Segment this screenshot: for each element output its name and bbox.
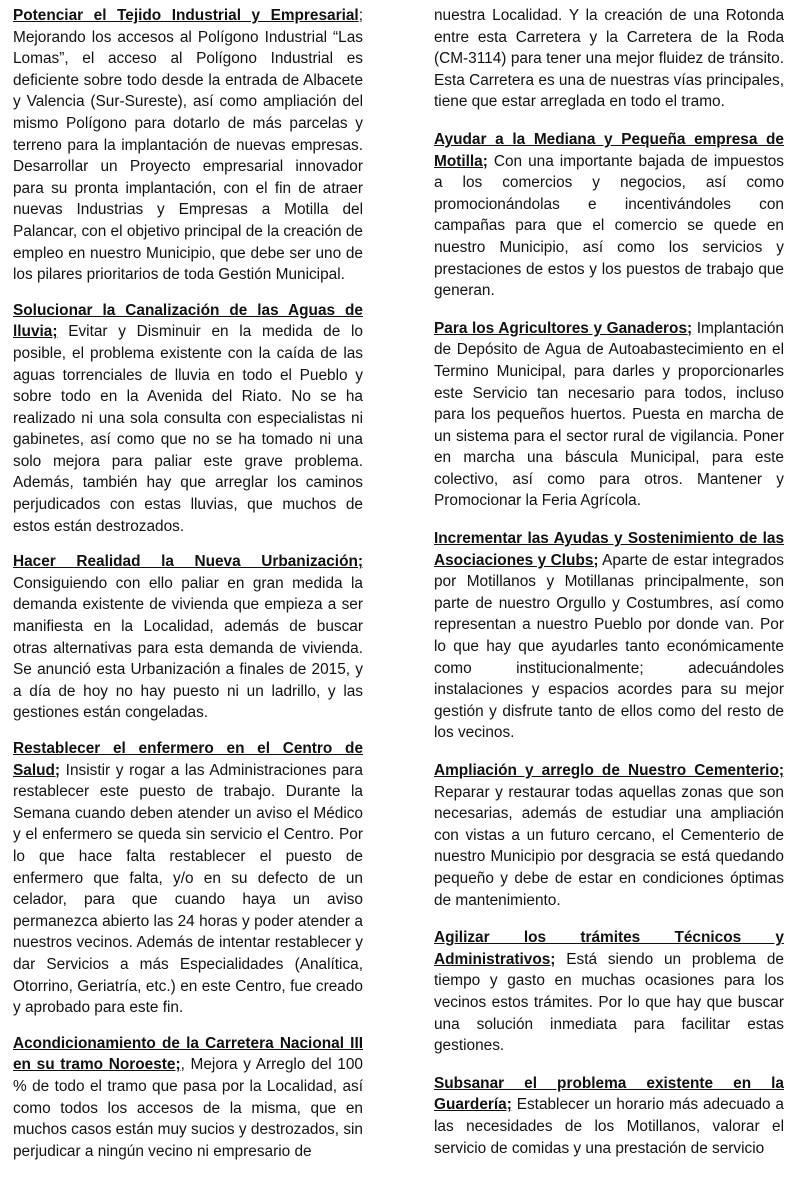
section-cementerio bbox=[434, 760, 784, 911]
right-column bbox=[434, 5, 784, 1175]
section-heading: Para los Agricultores y Ganaderos; bbox=[434, 319, 693, 337]
section-heading: Potenciar el Tejido Industrial y Empresarial bbox=[13, 7, 359, 24]
section-body: Consiguiendo con ello paliar en gran medida la demanda existente de vivienda que empieza a ser manifiesta en la Localidad, además de buscar otras alternativas para esta demanda de vivienda. Se anunció esta Urbanización a finales de 2015, y a día de hoy no hay puesto ni un ladrillo, y las gestiones están congeladas. bbox=[13, 574, 363, 722]
section-body: Reparar y restaurar todas aquellas zonas que son necesarias, además de estudiar una ampliación con vistas a un futuro cercano, el Cementerio de nuestro Municipio por desgracia se está quedando pequeño y debe de estar en condiciones óptimas de mantenimiento. bbox=[434, 783, 784, 909]
section-body: nuestra Localidad. Y la creación de una Rotonda entre esta Carretera y la Carretera de la Roda (CM-3114) para tener una mejor fluidez de tránsito. Esta Carretera es una de nuestras vías principales, tiene que estar arreglada en todo el tramo. bbox=[434, 7, 784, 111]
section-heading: Acondicionamiento de la Carretera Nacional III en su tramo Noroeste; bbox=[13, 1034, 363, 1074]
section-heading: Solucionar la Canalización de las Aguas de lluvia; bbox=[13, 301, 363, 341]
section-heading: Incrementar las Ayudas y Sostenimiento de las Asociaciones y Clubs; bbox=[434, 530, 784, 569]
section-guarderia bbox=[434, 1073, 784, 1159]
section-agricultores-ganaderos bbox=[434, 318, 784, 512]
section-body: Con una importante bajada de impuestos a los comercios y negocios, así como promocionándolas e incentivándoles con campañas para que el comercio se quede en nuestro Municipio, así como los servicios y prestaciones de estos y los puestos de trabajo que generan. bbox=[434, 152, 784, 300]
section-heading: Hacer Realidad la Nueva Urbanización; bbox=[13, 553, 363, 571]
section-carretera-continuation bbox=[434, 5, 784, 113]
section-body: Insistir y rogar a las Administraciones para restablecer este puesto de trabajo. Durante la Semana cuando deben atender un aviso el Médico y el enfermero se queda sin servicio el Centro. Por lo que hace falta restablecer el puesto de enfermero que falta, y/o en su defecto de un celador, para que cuando haya un aviso permanezca abierto las 24 horas y poder atender a nuestros vecinos. Además de intentar restablecer y dar Servicios a más Especialidades (Analítica, Otorrino, Geriatría, etc.) en este Centro, fue creado y aprobado para este fin. bbox=[13, 761, 363, 1017]
left-column bbox=[13, 5, 363, 1176]
section-carretera-nacional bbox=[13, 1033, 363, 1163]
section-mediana-pequena-empresa bbox=[434, 129, 784, 302]
section-tejido-industrial bbox=[13, 5, 363, 286]
section-tramites bbox=[434, 927, 784, 1057]
section-heading: Ayudar a la Mediana y Pequeña empresa de Motilla; bbox=[434, 130, 784, 170]
section-canalizacion-aguas bbox=[13, 300, 363, 538]
section-body: Mejorando los accesos al Polígono Industrial “Las Lomas”, el acceso al Polígono Industrial es deficiente sobre todo desde la entrada de Albacete y Valencia (Sur-Sureste), así como ampliación del mismo Polígono para dotarlo de más parcelas y terreno para la implantación de nuevas empresas. Desarrollar un Proyecto empresarial innovador para su pronta implantación, con el fin de atraer nuevas Industrias y Empresas a Motilla del Palancar, con el objetivo principal de la creación de empleo en nuestro Municipio, que debe ser uno de los pilares prioritarios de toda Gestión Municipal. bbox=[13, 28, 363, 284]
section-asociaciones-clubs bbox=[434, 528, 784, 744]
section-enfermero-centro-salud bbox=[13, 738, 363, 1019]
section-heading: Restablecer el enfermero en el Centro de Salud; bbox=[13, 740, 363, 779]
section-body: Mejora y Arreglo del 100 % de todo el tramo que pasa por la Localidad, así como todos los accesos de la misma, que en muchos casos están muy sucios y destrozados, sin perjudicar a ningún vecino ni empresario de bbox=[13, 1056, 363, 1160]
section-heading: Agilizar los trámites Técnicos y Administrativos; bbox=[434, 929, 784, 968]
section-body: Está siendo un problema de tiempo y gasto en muchas ocasiones para los vecinos estos trámites. Por lo que hay que buscar una solución inmediata para facilitar estas gestiones. bbox=[434, 950, 784, 1055]
section-body: Aparte de estar integrados por Motillanos y Motillanas principalmente, son parte de nuestro Orgullo y Costumbres, así como representan a nuestro Pueblo por donde van. Por lo que hay que ayudarles tanto económicamente como institucionalmente; adecuándoles instalaciones y espacios acordes para su mejor gestión y disfrute tanto de ellos como del resto de los vecinos. bbox=[434, 551, 785, 742]
section-heading: Subsanar el problema existente en la Guardería; bbox=[434, 1074, 784, 1114]
section-body: Implantación de Depósito de Agua de Autoabastecimiento en el Termino Municipal, para darles y proporcionarles este Servicio tan necesario para todos, incluso para los pequeños huertos. Puesta en marcha de un sistema para el sector rural de vigilancia. Poner en marcha una báscula Municipal, para este colectivo, así como para otros. Mantener y Promocionar la Feria Agrícola. bbox=[434, 319, 784, 510]
section-heading: Ampliación y arreglo de Nuestro Cementerio; bbox=[434, 762, 784, 779]
section-nueva-urbanizacion bbox=[13, 551, 363, 724]
section-separator: ; bbox=[358, 7, 363, 24]
section-body: Evitar y Disminuir en la medida de lo posible, el problema existente con la caída de las aguas torrenciales de lluvia en todo el Pueblo y sobre todo en la Avenida del Riato. No se ha realizado ni una sola consulta con especialistas ni gabinetes, así como que no se ha tomado ni una solo mejora para paliar este grave problema. Además, también hay que arreglar los caminos perjudicados con estas lluvias, que muchos de estos están destrozados. bbox=[13, 323, 363, 535]
section-separator: , bbox=[180, 1056, 185, 1074]
section-body: Establecer un horario más adecuado a las necesidades de los Motillanos, valorar el servicio de comidas y una prestación de servicio bbox=[434, 1096, 784, 1157]
